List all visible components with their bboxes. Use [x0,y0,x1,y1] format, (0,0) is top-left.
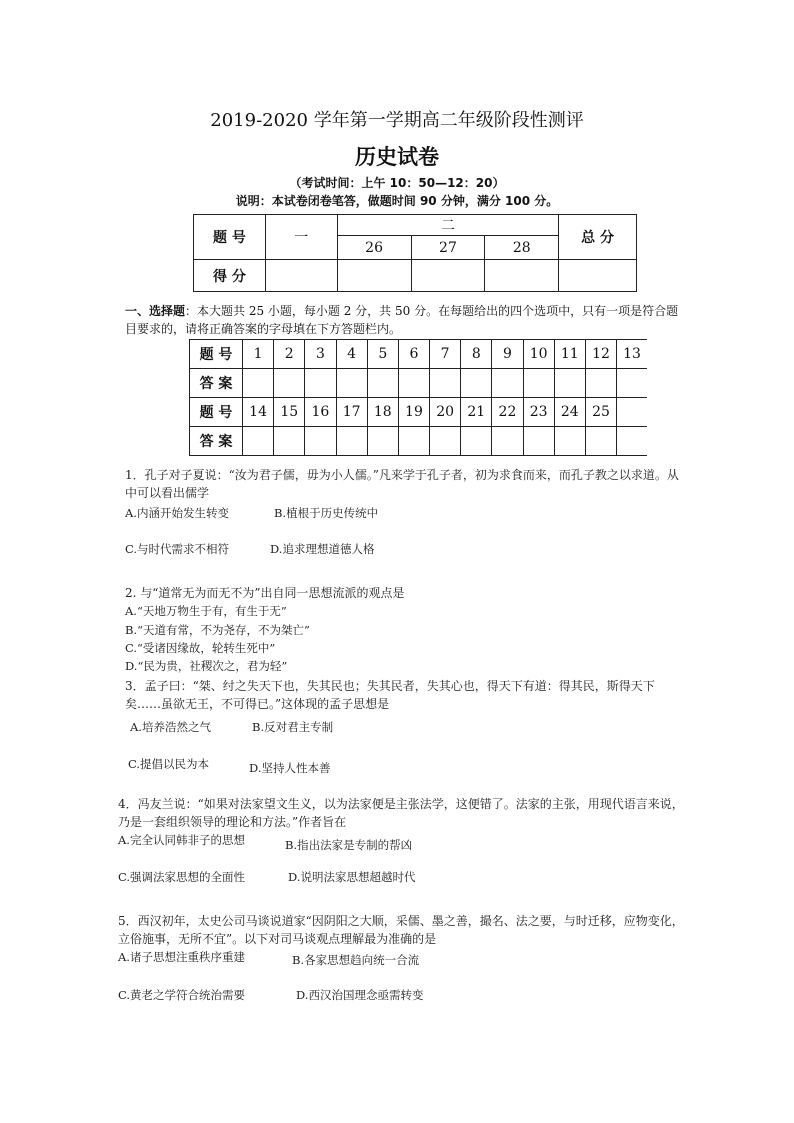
answer-cell[interactable] [585,369,616,398]
answer-cell[interactable] [430,427,461,456]
answer-cell[interactable] [305,427,336,456]
question-number: 5 [367,340,398,369]
question-number: 15 [274,398,305,427]
answer-cell[interactable] [430,369,461,398]
score-cell[interactable] [337,260,411,292]
question-number: 10 [523,340,554,369]
score-col-28: 28 [485,236,559,260]
answer-cell[interactable] [367,427,398,456]
question-number: 8 [461,340,492,369]
exam-title: 2019-2020 学年第一学期高二年级阶段性测评 [210,110,584,131]
score-cell[interactable] [485,260,559,292]
label-answer: 答 案 [190,369,243,398]
answer-cell[interactable] [398,369,429,398]
section-instructions [125,302,685,338]
question-2-option-b[interactable]: B.“天道有常，不为尧存，不为桀亡” [125,623,310,637]
score-label-score: 得 分 [194,260,266,292]
question-1-option-a[interactable]: A.内涵开始发生转变 [125,506,229,520]
answer-cell[interactable] [523,369,554,398]
label-answer: 答 案 [190,427,243,456]
exam-time: （考试时间：上午 10：50—12：20） [289,176,505,190]
question-2-option-d[interactable]: D.“民为贵，社稷次之，君为轻” [125,659,288,673]
question-number: 21 [461,398,492,427]
question-number: 2 [274,340,305,369]
question-number [617,398,647,427]
answer-cell[interactable] [617,369,647,398]
answer-cell[interactable] [585,427,616,456]
question-number: 17 [336,398,367,427]
question-number: 7 [430,340,461,369]
answer-cell[interactable] [367,369,398,398]
answer-cell[interactable] [461,427,492,456]
question-number: 22 [492,398,523,427]
question-number: 12 [585,340,616,369]
question-2-option-a[interactable]: A.“天地万物生于有，有生于无” [125,604,287,618]
question-4-stem: 4．冯友兰说：“如果对法家望文生义，以为法家便是主张法学，这便错了。法家的主张，用现代语言来说，乃是一套组织领导的理论和方法。”作者旨在 [118,797,684,829]
label-question: 题 号 [190,340,243,369]
question-number: 23 [523,398,554,427]
answer-cell[interactable] [274,427,305,456]
answer-cell[interactable] [243,427,274,456]
question-3-option-c[interactable]: C.提倡以民为本 [128,757,210,771]
question-number: 1 [243,340,274,369]
question-4-option-a[interactable]: A.完全认同韩非子的思想 [118,833,245,847]
answer-cell[interactable] [492,427,523,456]
question-number: 14 [243,398,274,427]
question-number-row [190,398,648,427]
question-3-option-d[interactable]: D.坚持人性本善 [249,761,331,775]
score-table [193,214,637,292]
answer-cell[interactable] [336,369,367,398]
question-3-option-a[interactable]: A.培养浩然之气 [130,720,211,734]
label-question: 题 号 [190,398,243,427]
score-col-27: 27 [411,236,485,260]
score-cell[interactable] [265,260,337,292]
question-number: 16 [305,398,336,427]
question-2-option-c[interactable]: C.“受诸因缘故，轮转生死中” [125,641,276,655]
question-3-stem: 3．孟子曰：“桀、纣之失天下也，失其民也；失其民者，失其心也，得天下有道：得其民，斯得天下矣……虽欲无王，不可得已。”这体现的孟子思想是 [125,679,655,711]
score-col-total: 总 分 [559,215,637,260]
question-number: 19 [398,398,429,427]
question-2-stem: 2. 与“道常无为而无不为”出自同一思想流派的观点是 [125,586,405,600]
question-1-option-d[interactable]: D.追求理想道德人格 [270,542,375,556]
answer-cell[interactable] [243,369,274,398]
subject-title: 历史试卷 [355,145,439,169]
question-4-option-b[interactable]: B.指出法家是专制的帮凶 [285,838,413,852]
question-4-option-d[interactable]: D.说明法家思想超越时代 [288,870,416,884]
score-cell[interactable] [411,260,485,292]
score-col-26: 26 [337,236,411,260]
question-number: 6 [398,340,429,369]
question-3-option-b[interactable]: B.反对君主专制 [252,720,334,734]
answer-cell[interactable] [554,369,585,398]
exam-note: 说明：本试卷闭卷笔答，做题时间 90 分钟，满分 100 分。 [235,194,559,208]
question-5-option-c[interactable]: C.黄老之学符合统治需要 [118,988,246,1002]
answer-cell[interactable] [398,427,429,456]
score-col-part-two: 二 [337,215,559,236]
answer-row [190,427,648,456]
question-number: 18 [367,398,398,427]
question-number: 13 [617,340,647,369]
question-number: 11 [554,340,585,369]
section-title: 一、选择题 [125,304,186,318]
question-5-stem: 5．西汉初年，太史公司马谈说道家“因阴阳之大顺，采儒、墨之善，撮名、法之要，与时迁移，应物变化，立俗施事，无所不宜”。以下对司马谈观点理解最为准确的是 [118,914,684,946]
question-5-option-d[interactable]: D.西汉治国理念亟需转变 [296,988,424,1002]
question-number: 4 [336,340,367,369]
question-1-option-b[interactable]: B.植根于历史传统中 [274,506,379,520]
question-4-option-c[interactable]: C.强调法家思想的全面性 [118,870,246,884]
answer-row [190,369,648,398]
answer-cell[interactable] [617,427,647,456]
question-number: 25 [585,398,616,427]
question-5-option-b[interactable]: B.各家思想趋向统一合流 [292,953,420,967]
question-1-option-c[interactable]: C.与时代需求不相符 [125,542,230,556]
question-number: 24 [554,398,585,427]
answer-cell[interactable] [492,369,523,398]
section-text: ：本大题共 25 小题，每小题 2 分，共 50 分。在每题给出的四个选项中，只有一项是符合题目要求的，请将正确答案的字母填在下方答题栏内。 [125,304,679,336]
question-number-row [190,340,648,369]
answer-cell[interactable] [305,369,336,398]
answer-cell[interactable] [336,427,367,456]
question-number: 20 [430,398,461,427]
score-col-part-one: 一 [265,215,337,260]
score-cell[interactable] [559,260,637,292]
answer-cell[interactable] [554,427,585,456]
answer-cell[interactable] [461,369,492,398]
question-1-stem: 1．孔子对子夏说：“汝为君子儒，毋为小人儒。”凡来学于孔子者，初为求食而来，而孔子教之以求道。从中可以看出儒学 [125,468,679,500]
answer-cell[interactable] [274,369,305,398]
question-number: 9 [492,340,523,369]
score-label-question: 题 号 [194,215,266,260]
question-5-option-a[interactable]: A.诸子思想注重秩序重建 [118,950,245,964]
question-number: 3 [305,340,336,369]
answer-cell[interactable] [523,427,554,456]
answer-table [189,339,647,456]
